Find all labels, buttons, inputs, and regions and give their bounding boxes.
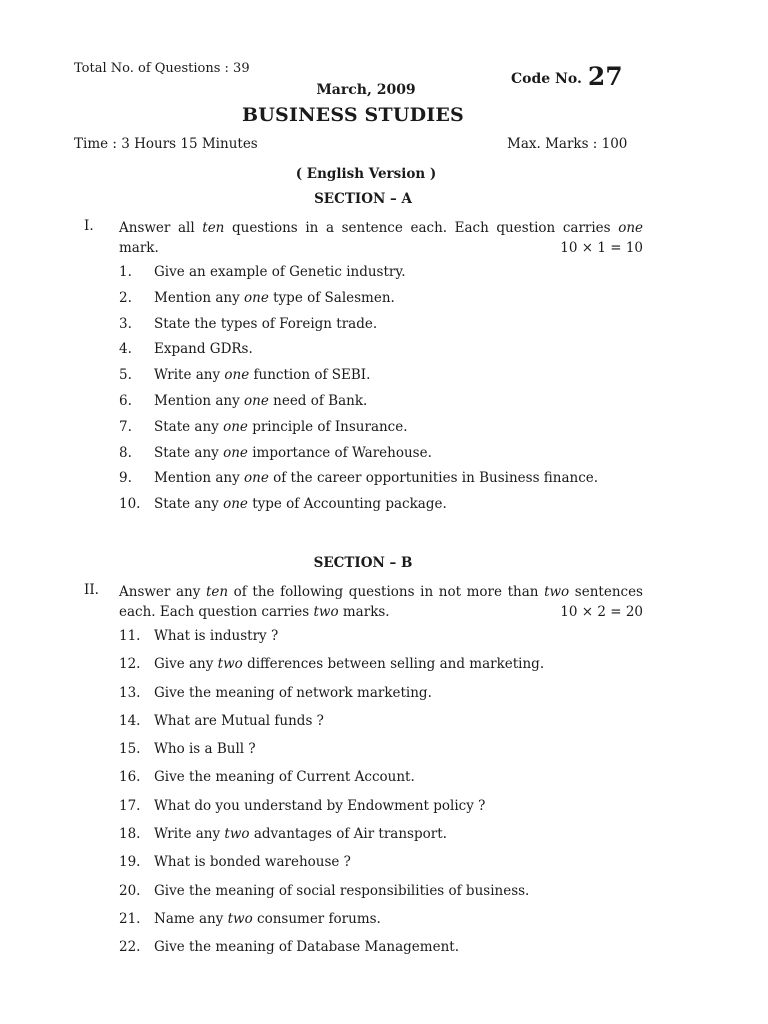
text-part: function of SEBI. bbox=[249, 367, 371, 384]
section-b-heading: SECTION – B bbox=[313, 555, 413, 571]
question-text bbox=[154, 854, 351, 882]
question-text bbox=[154, 769, 415, 797]
text-part: Mention any bbox=[154, 392, 245, 409]
instructions-line bbox=[119, 238, 643, 258]
exam-date: March, 2009 bbox=[316, 82, 416, 98]
text-part: Give an example of Genetic industry. bbox=[154, 264, 406, 280]
emphasis-text: two bbox=[217, 656, 243, 673]
question-text bbox=[154, 341, 253, 367]
question-text bbox=[154, 445, 432, 471]
question-number: 15. bbox=[119, 741, 141, 758]
text-part: Give the meaning of Current Account. bbox=[154, 769, 415, 786]
text-part: State any bbox=[154, 444, 224, 461]
question-number: 8. bbox=[119, 444, 132, 461]
text-part: Give the meaning of network marketing. bbox=[154, 684, 432, 701]
question-list-b bbox=[119, 628, 544, 968]
emphasis-text: one bbox=[244, 289, 269, 306]
question-item bbox=[119, 939, 544, 967]
text-part: type of Accounting package. bbox=[247, 496, 447, 513]
question-item bbox=[119, 628, 544, 656]
question-item bbox=[119, 769, 544, 797]
question-text bbox=[154, 419, 408, 445]
question-text bbox=[154, 939, 459, 967]
text-part: consumer forums. bbox=[252, 910, 381, 927]
question-text bbox=[154, 496, 447, 522]
text-part: State any bbox=[154, 418, 224, 435]
emphasis-text: two bbox=[313, 604, 339, 620]
question-item bbox=[119, 656, 544, 684]
text-part: Name any bbox=[154, 910, 228, 927]
question-number: 10. bbox=[119, 496, 141, 513]
question-number: 5. bbox=[119, 367, 132, 384]
question-number: 7. bbox=[119, 418, 132, 435]
question-number: 16. bbox=[119, 769, 141, 786]
question-text bbox=[154, 911, 381, 939]
emphasis-text: two bbox=[544, 584, 570, 600]
question-text bbox=[154, 713, 324, 741]
question-text bbox=[154, 798, 485, 826]
question-text bbox=[154, 685, 432, 713]
text-part: type of Salesmen. bbox=[268, 289, 395, 306]
text-part: Write any bbox=[154, 826, 225, 843]
question-item bbox=[119, 316, 598, 342]
emphasis-text: one bbox=[224, 367, 250, 384]
question-item bbox=[119, 367, 598, 393]
question-item bbox=[119, 341, 598, 367]
question-item bbox=[119, 911, 544, 939]
text-part: Mention any bbox=[154, 470, 245, 487]
question-number: 3. bbox=[119, 315, 132, 332]
text-part: each. Each question carries bbox=[119, 604, 314, 620]
text-part: Give the meaning of Database Management. bbox=[154, 939, 459, 956]
text-part: Expand GDRs. bbox=[154, 341, 253, 358]
text-part: principle of Insurance. bbox=[247, 418, 408, 435]
version-label: ( English Version ) bbox=[295, 166, 437, 182]
question-item bbox=[119, 854, 544, 882]
question-number: 19. bbox=[119, 854, 141, 871]
text-part: Mention any bbox=[154, 289, 245, 306]
question-number: 14. bbox=[119, 712, 141, 729]
text-part: differences between selling and marketing. bbox=[242, 656, 545, 673]
question-item bbox=[119, 419, 598, 445]
emphasis-text: ten bbox=[205, 584, 229, 600]
emphasis-text: two bbox=[227, 910, 253, 927]
text-part: Answer all bbox=[119, 220, 203, 236]
section-a-number: I. bbox=[84, 218, 94, 234]
question-item bbox=[119, 685, 544, 713]
text-part: need of Bank. bbox=[268, 392, 368, 409]
question-item bbox=[119, 393, 598, 419]
question-number: 1. bbox=[119, 264, 132, 280]
text-part: marks. bbox=[338, 604, 390, 620]
question-number: 18. bbox=[119, 826, 141, 843]
question-text bbox=[154, 470, 598, 496]
question-number: 9. bbox=[119, 470, 132, 487]
question-number: 17. bbox=[119, 797, 141, 814]
question-text bbox=[154, 826, 447, 854]
question-text bbox=[154, 290, 395, 316]
text-part: What do you understand by Endowment policy ? bbox=[154, 797, 486, 814]
section-a-heading: SECTION – A bbox=[314, 191, 412, 207]
page-title: BUSINESS STUDIES bbox=[242, 104, 464, 126]
question-item bbox=[119, 741, 544, 769]
question-item bbox=[119, 883, 544, 911]
instructions-text bbox=[119, 602, 390, 622]
text-part: sentences bbox=[569, 584, 643, 600]
instructions-text: mark. bbox=[119, 240, 159, 256]
text-part: State the types of Foreign trade. bbox=[154, 315, 378, 332]
emphasis-text: one bbox=[223, 418, 248, 435]
text-part: Answer any bbox=[119, 584, 206, 600]
instructions-line bbox=[119, 218, 643, 238]
max-marks: Max. Marks : 100 bbox=[507, 136, 628, 152]
section-a-instructions bbox=[119, 218, 643, 258]
question-text bbox=[154, 883, 529, 911]
question-text bbox=[154, 367, 370, 393]
text-part: Who is a Bull ? bbox=[154, 741, 256, 758]
emphasis-text: one bbox=[618, 220, 643, 236]
question-text bbox=[154, 393, 367, 419]
emphasis-text: one bbox=[244, 392, 269, 409]
question-item bbox=[119, 264, 598, 290]
section-b-instructions bbox=[119, 582, 643, 622]
question-text bbox=[154, 316, 377, 342]
question-number: 4. bbox=[119, 341, 132, 358]
text-part: What is industry ? bbox=[154, 628, 279, 644]
instructions-line bbox=[119, 602, 643, 622]
text-part: importance of Warehouse. bbox=[247, 444, 432, 461]
emphasis-text: one bbox=[223, 444, 248, 461]
marks-formula: 10 × 1 = 10 bbox=[560, 240, 643, 256]
text-part: What are Mutual funds ? bbox=[154, 712, 324, 729]
question-number: 20. bbox=[119, 882, 141, 899]
question-number: 6. bbox=[119, 392, 132, 409]
question-item bbox=[119, 713, 544, 741]
text-part: questions in a sentence each. Each question carries bbox=[224, 220, 619, 236]
question-item bbox=[119, 470, 598, 496]
question-item bbox=[119, 798, 544, 826]
emphasis-text: one bbox=[244, 470, 269, 487]
text-part: State any bbox=[154, 496, 224, 513]
question-text bbox=[154, 656, 544, 684]
instructions-line bbox=[119, 582, 643, 602]
question-text bbox=[154, 264, 405, 290]
question-number: 22. bbox=[119, 939, 141, 956]
text-part: Give the meaning of social responsibilities of business. bbox=[154, 882, 530, 899]
question-number: 21. bbox=[119, 910, 141, 927]
question-number: 11. bbox=[119, 628, 141, 644]
question-item bbox=[119, 445, 598, 471]
text-part: advantages of Air transport. bbox=[249, 826, 447, 843]
exam-time: Time : 3 Hours 15 Minutes bbox=[74, 136, 258, 152]
emphasis-text: one bbox=[223, 496, 248, 513]
question-item bbox=[119, 496, 598, 522]
text-part: of the career opportunities in Business finance. bbox=[268, 470, 599, 487]
total-questions: Total No. of Questions : 39 bbox=[74, 61, 250, 76]
emphasis-text: ten bbox=[202, 220, 225, 236]
section-b-number: II. bbox=[84, 582, 99, 598]
emphasis-text: two bbox=[224, 826, 250, 843]
text-part: What is bonded warehouse ? bbox=[154, 854, 351, 871]
question-item bbox=[119, 826, 544, 854]
code-number: 27 bbox=[587, 62, 623, 91]
code-label: Code No. bbox=[511, 71, 582, 87]
question-number: 13. bbox=[119, 684, 141, 701]
question-text bbox=[154, 741, 256, 769]
text-part: Give any bbox=[154, 656, 218, 673]
question-text bbox=[154, 628, 278, 656]
question-item bbox=[119, 290, 598, 316]
text-part: of the following questions in not more than bbox=[228, 584, 545, 600]
question-list-a bbox=[119, 264, 598, 522]
question-number: 2. bbox=[119, 289, 132, 306]
text-part: Write any bbox=[154, 367, 225, 384]
marks-formula: 10 × 2 = 20 bbox=[560, 604, 643, 620]
question-number: 12. bbox=[119, 656, 141, 673]
